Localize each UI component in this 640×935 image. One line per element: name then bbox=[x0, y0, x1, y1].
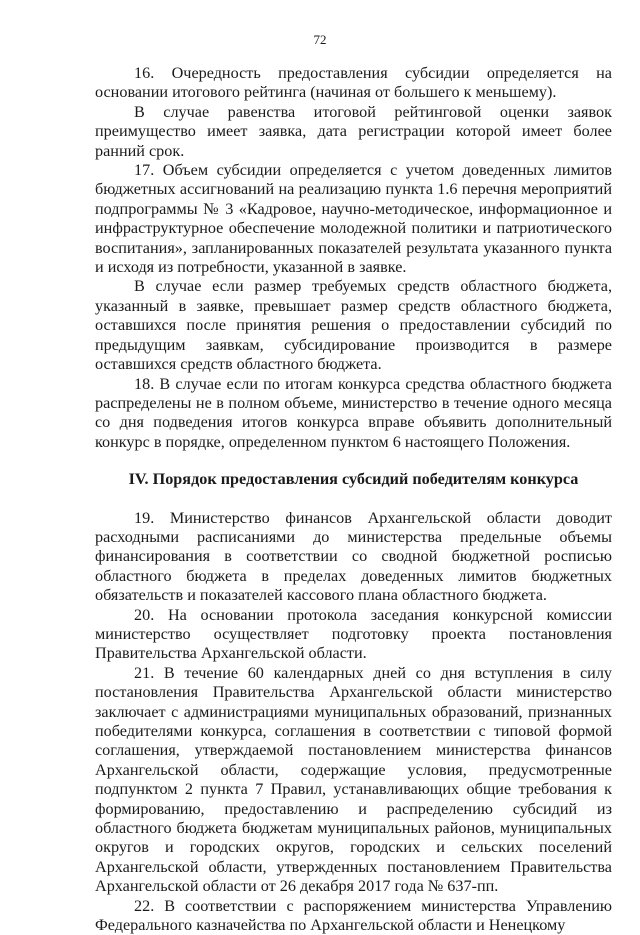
paragraph-17-excess-rule: В случае если размер требуемых средств областного бюджета, указанный в заявке, превышает размер средств областного бюджета, оставшихся после принятия решения о предоставлении субсидий по предыдущим заявкам, субсидирование производится в размере оставшихся средств областного бюджета. bbox=[95, 277, 612, 374]
paragraph-18: 18. В случае если по итогам конкурса средства областного бюджета распределены не в полном объеме, министерство в течение одного месяца со дня подведения итогов конкурса вправе объявить дополнительный конкурс в порядке, определенном пунктом 6 настоящего Положения. bbox=[95, 374, 612, 451]
document-body bbox=[95, 64, 612, 935]
paragraph-17: 17. Объем субсидии определяется с учетом доведенных лимитов бюджетных ассигнований на реализацию пункта 1.6 перечня мероприятий подпрограммы № 3 «Кадровое, научно-методическое, информационное и инфраструктурное обеспечение молодежной политики и патриотического воспитания», запланированных показателей результата указанного пункта и исходя из потребности, указанной в заявке. bbox=[95, 161, 612, 277]
paragraph-19: 19. Министерство финансов Архангельской области доводит расходными расписаниями до министерства предельные объемы финансирования в соответствии со сводной бюджетной росписью областного бюджета в пределах доведенных лимитов бюджетных обязательств и показателей кассового плана областного бюджета. bbox=[95, 508, 612, 605]
section-heading: IV. Порядок предоставления субсидий победителям конкурса bbox=[128, 470, 579, 489]
paragraph-22: 22. В соответствии с распоряжением министерства Управлению Федерального казначейства по Архангельской области и Ненецкому bbox=[95, 896, 612, 935]
page-number: 72 bbox=[313, 32, 327, 47]
paragraph-21: 21. В течение 60 календарных дней со дня вступления в силу постановления Правительства Архангельской области министерство заключает с администрациями муниципальных образований, признанных победителями конкурса, соглашения в соответствии с типовой формой соглашения, утверждаемой постановлением министерства финансов Архангельской области, содержащие условия, предусмотренные подпунктом 2 пункта 7 Правил, устанавливающих общие требования к формированию, предоставлению и распределению субсидий из областного бюджета бюджетам муниципальных районов, муниципальных округов и городских округов, городских и сельских поселений Архангельской области, утвержденных постановлением Правительства Архангельской области от 26 декабря 2017 года № 637-пп. bbox=[95, 663, 612, 896]
paragraph-16: 16. Очередность предоставления субсидии определяется на основании итогового рейтинга (начиная от большего к меньшему). bbox=[95, 64, 612, 102]
paragraph-20: 20. На основании протокола заседания конкурсной комиссии министерство осуществляет подготовку проекта постановления Правительства Архангельской области. bbox=[95, 605, 612, 663]
paragraph-16-tie-rule: В случае равенства итоговой рейтинговой оценки заявок преимущество имеет заявка, дата регистрации которой имеет более ранний срок. bbox=[95, 102, 612, 160]
